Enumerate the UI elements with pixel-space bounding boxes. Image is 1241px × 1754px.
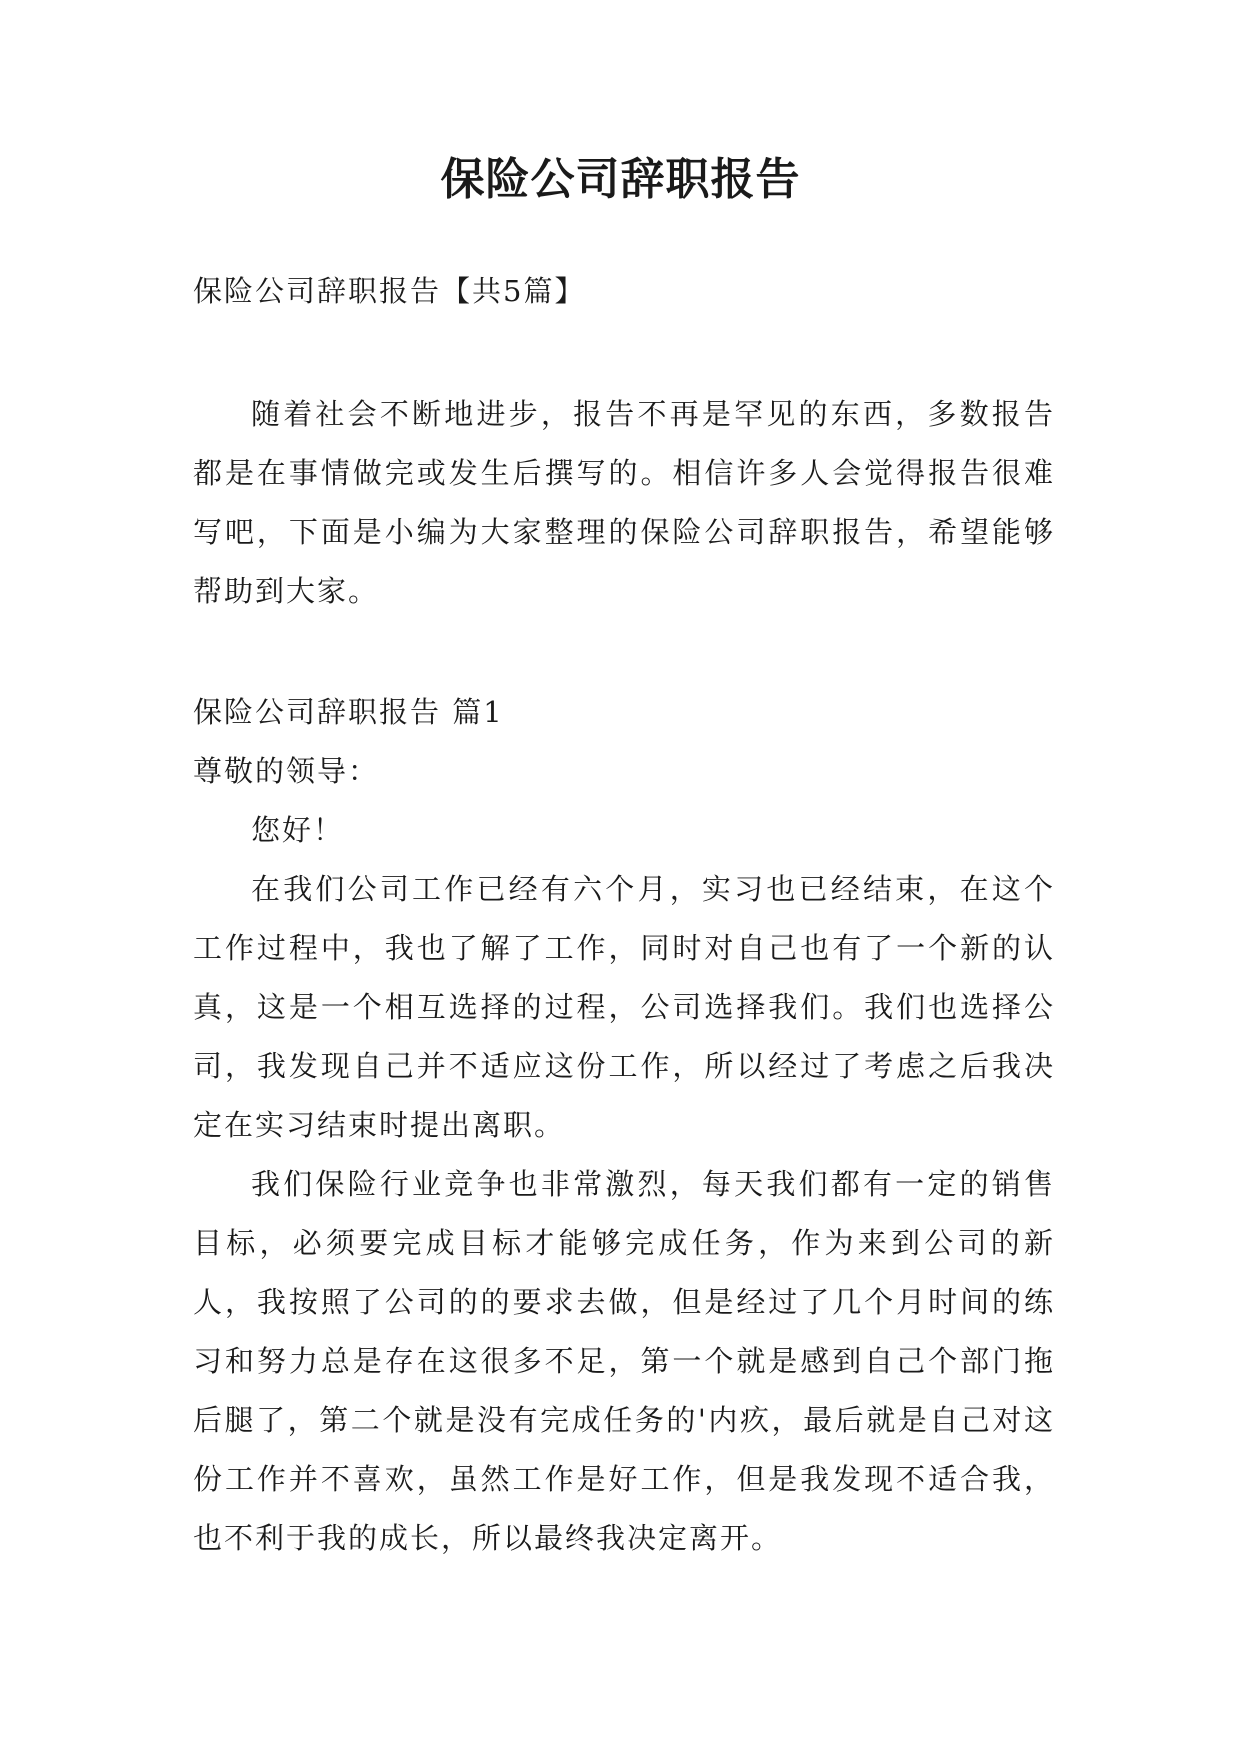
intro-paragraph: 随着社会不断地进步，报告不再是罕见的东西，多数报告都是在事情做完或发生后撰写的。相信许多人会觉得报告很难写吧，下面是小编为大家整理的保险公司辞职报告，希望能够帮助到大家。 — [193, 397, 1055, 608]
document-title: 保险公司辞职报告 — [440, 154, 801, 205]
document-body — [193, 262, 1055, 1568]
greeting: 您好！ — [251, 813, 345, 847]
salutation: 尊敬的领导： — [193, 754, 380, 788]
section-heading: 保险公司辞职报告 篇1 — [193, 695, 504, 729]
document-subtitle: 保险公司辞职报告【共5篇】 — [193, 274, 586, 308]
body-paragraph: 我们保险行业竞争也非常激烈，每天我们都有一定的销售目标，必须要完成目标才能够完成任务，作为来到公司的新人，我按照了公司的的要求去做，但是经过了几个月时间的练习和努力总是存在这很多不足，第一个就是感到自己个部门拖后腿了，第二个就是没有完成任务的'内疚，最后就是自己对这份工作并不喜欢，虽然工作是好工作，但是我发现不适合我，也不利于我的成长，所以最终我决定离开。 — [193, 1167, 1055, 1555]
body-paragraph: 在我们公司工作已经有六个月，实习也已经结束，在这个工作过程中，我也了解了工作，同时对自己也有了一个新的认真，这是一个相互选择的过程，公司选择我们。我们也选择公司，我发现自己并不适应这份工作，所以经过了考虑之后我决定在实习结束时提出离职。 — [193, 872, 1055, 1142]
